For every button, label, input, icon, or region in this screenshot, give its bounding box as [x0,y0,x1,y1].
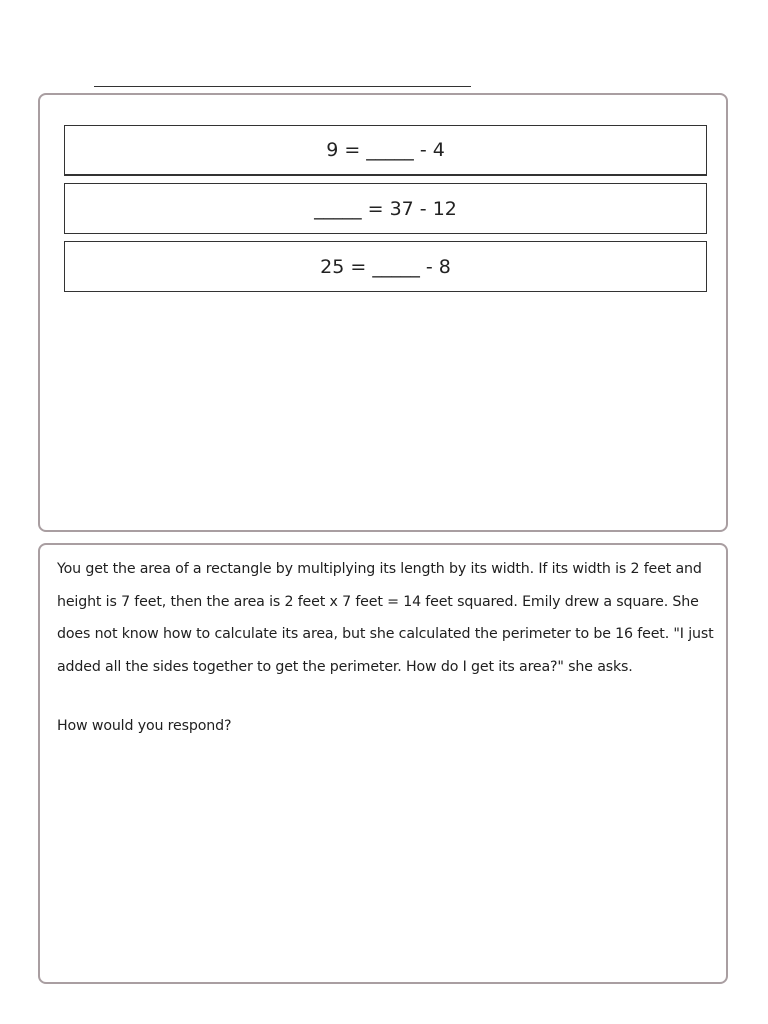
name-line[interactable] [94,86,471,87]
equations-panel [38,93,728,532]
word-problem-panel[interactable] [38,543,728,984]
response-question: How would you respond? [57,718,232,734]
word-problem-text [57,553,717,683]
word-problem-paragraph: You get the area of a rectangle by multiplying its length by its width. If its width is 2 feet and height is 7 feet, then the area is 2 feet x 7 feet = 14 feet squared. Emily drew a square. She does not know how to calculate its area, but she calculated the perimeter to be 16 feet. "I just added all the sides together to get the perimeter. How do I get its area?" she asks. [57,561,714,675]
equation-box-1[interactable]: 9 = _____ - 4 [64,125,707,176]
equation-box-2[interactable]: _____ = 37 - 12 [64,183,707,234]
equation-box-3[interactable]: 25 = _____ - 8 [64,241,707,292]
